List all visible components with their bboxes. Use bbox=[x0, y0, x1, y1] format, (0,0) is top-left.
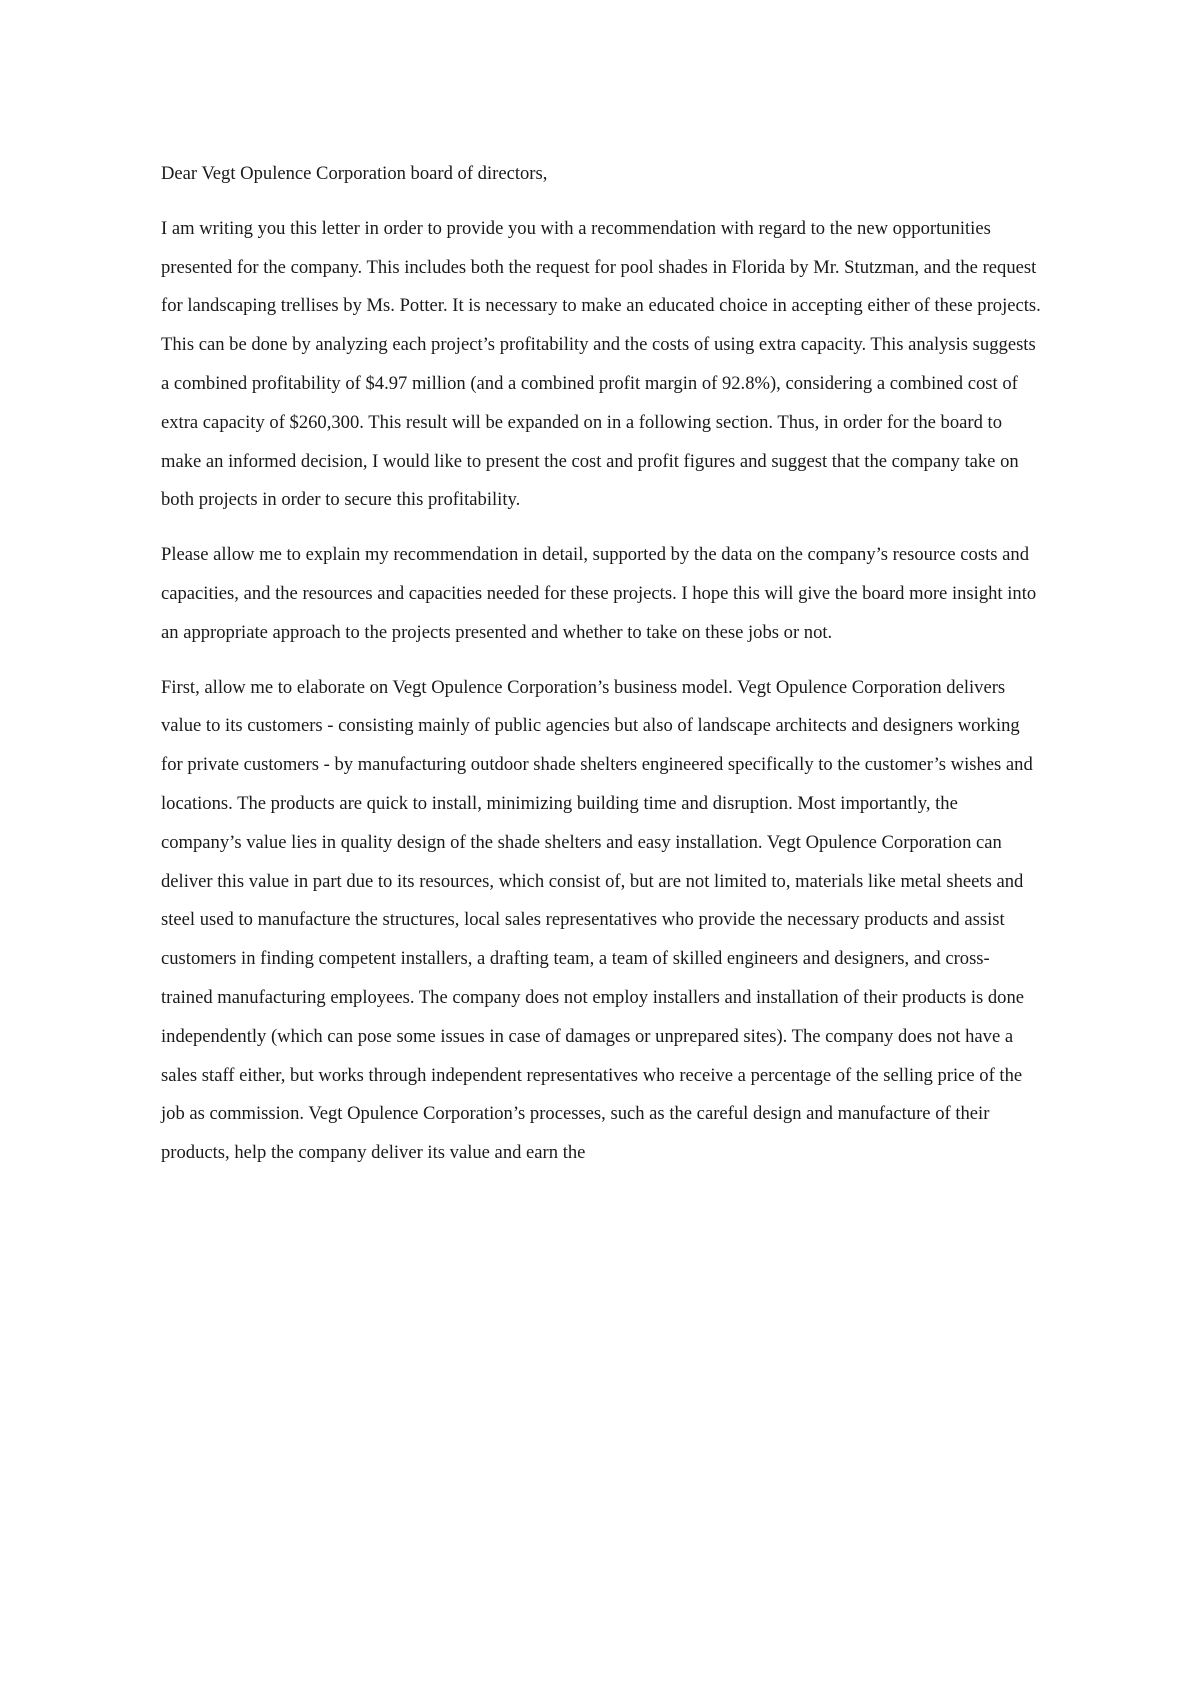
letter-body bbox=[161, 155, 1041, 1189]
paragraph-recommendation: I am writing you this letter in order to provide you with a recommendation with regard to the new opportunities presented for the company. This includes both the request for pool shades in Florida by Mr. Stutzman, and the request for landscaping trellises by Ms. Potter. It is necessary to make an educated choice in accepting either of these projects. This can be done by analyzing each project’s profitability and the costs of using extra capacity. This analysis suggests a combined profitability of $4.97 million (and a combined profit margin of 92.8%), considering a combined cost of extra capacity of $260,300. This result will be expanded on in a following section. Thus, in order for the board to make an informed decision, I would like to present the cost and profit figures and suggest that the company take on both projects in order to secure this profitability. bbox=[161, 217, 1041, 511]
paragraph-explanation: Please allow me to explain my recommendation in detail, supported by the data on the company’s resource costs and capacities, and the resources and capacities needed for these projects. I hope this will give the board more insight into an appropriate approach to the projects presented and whether to take on these jobs or not. bbox=[161, 544, 1037, 643]
salutation: Dear Vegt Opulence Corporation board of directors, bbox=[161, 163, 548, 184]
paragraph-business-model: First, allow me to elaborate on Vegt Opulence Corporation’s business model. Vegt Opulence Corporation delivers value to its customers - consisting mainly of public agencies but also of landscape architects and designers working for private customers - by manufacturing outdoor shade shelters engineered specifically to the customer’s wishes and locations. The products are quick to install, minimizing building time and disruption. Most importantly, the company’s value lies in quality design of the shade shelters and easy installation. Vegt Opulence Corporation can deliver this value in part due to its resources, which consist of, but are not limited to, materials like metal sheets and steel used to manufacture the structures, local sales representatives who provide the necessary products and assist customers in finding competent installers, a drafting team, a team of skilled engineers and designers, and cross-trained manufacturing employees. The company does not employ installers and installation of their products is done independently (which can pose some issues in case of damages or unprepared sites). The company does not have a sales staff either, but works through independent representatives who receive a percentage of the selling price of the job as commission. Vegt Opulence Corporation’s processes, such as the careful design and manufacture of their products, help the company deliver its value and earn the bbox=[161, 676, 1033, 1164]
